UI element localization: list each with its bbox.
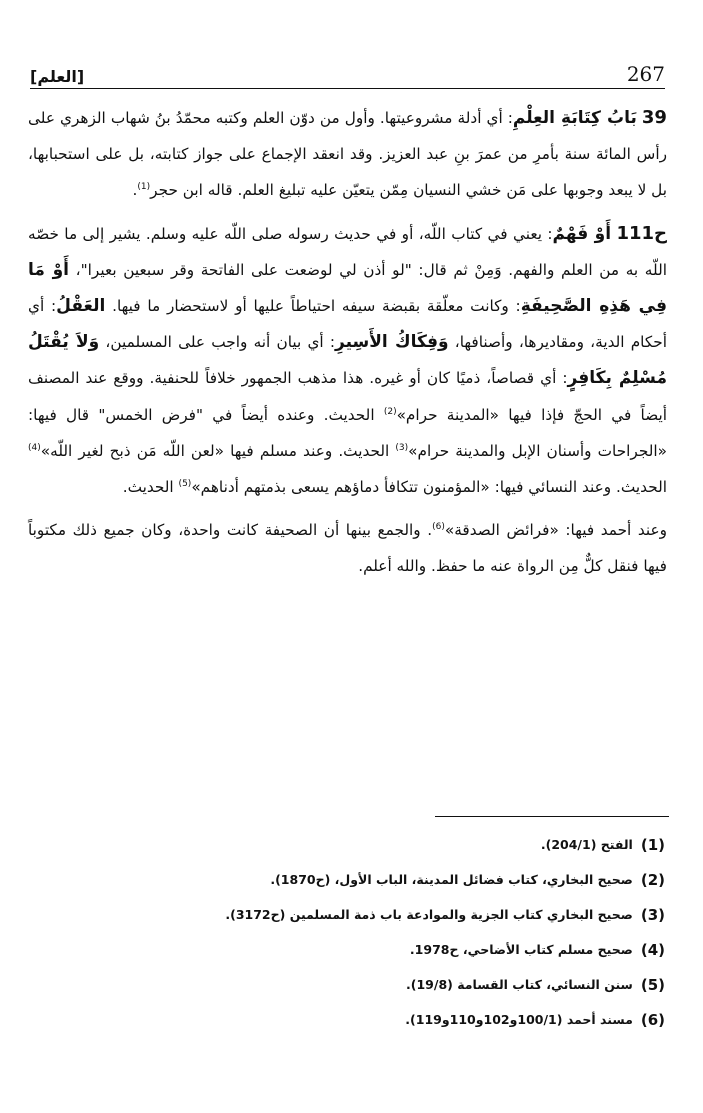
footnote-ref-3: (3) (395, 442, 409, 453)
keyword: أَوْ مَا فِي هَذِهِ الصَّحِيفَةِ (28, 259, 667, 317)
footnote-text: صحيح مسلم كتاب الأضاحي، ح1978. (409, 942, 633, 957)
commentary-text: : يعني في كتاب اللّه، أو في حديث رسوله صلى اللّه عليه وسلم. يشير إلى ما خصّه اللّه به من العلم والفهم. وَمِنْ ثم قال: "لو أذن لي لوضعت على الفاتحة وقر سبعين بعيرا"، (28, 224, 667, 279)
footnote-text: مسند أحمد (100/1و102و110و119). (405, 1012, 633, 1027)
keyword: العَقْلُ (56, 296, 106, 317)
commentary-text: وعند أحمد فيها: «فرائض الصدقة» (444, 521, 667, 540)
commentary-text: الحديث. وعند مسلم فيها «لعن اللّه مَن ذبح لغير اللّه» (40, 441, 396, 460)
footnote-rule (435, 816, 669, 817)
footnote-item (40, 897, 665, 932)
footnote-number: (4) (640, 940, 665, 959)
footnote-text: سنن النسائي، كتاب القسامة (19/8). (406, 977, 633, 992)
footnote-number: (3) (640, 905, 665, 924)
footnote-number: (6) (640, 1010, 665, 1029)
footnotes (40, 827, 665, 1037)
main-text (28, 100, 667, 592)
footnote-text: الفتح (204/1). (540, 837, 633, 852)
keyword: أَوْ فَهْمٌ (552, 223, 612, 244)
footnote-ref-2: (2) (383, 406, 397, 417)
footnote-text: صحيح البخاري، كتاب فضائل المدينة، الباب الأول، (ح1870). (270, 872, 633, 887)
commentary-text: الحديث. وعند النسائي فيها: «المؤمنون تتكافأ دماؤهم يسعى بذمتهم أدناهم» (191, 478, 667, 497)
section-heading: بَابُ كِتَابَةِ العِلْمِ (512, 108, 637, 128)
header-rule (30, 88, 665, 89)
footnote-ref-5: (5) (178, 478, 192, 489)
closing-paragraph (28, 512, 667, 584)
section-number: 39 (641, 107, 667, 128)
footnote-item (40, 862, 665, 897)
hadith-paragraph (28, 216, 667, 506)
footnote-number: (1) (640, 835, 665, 854)
footnote-number: (5) (640, 975, 665, 994)
footnote-item (40, 967, 665, 1002)
footnote-ref-4: (4) (28, 442, 41, 453)
commentary-text: الحديث. (122, 478, 179, 497)
footnote-item (40, 1002, 665, 1037)
footnote-item (40, 827, 665, 862)
commentary-text: : أي بيان أنه واجب على المسلمين، (99, 333, 336, 352)
keyword: وَلاَ يُقْتَلُ مُسْلِمٌ بِكَافِرٍ (28, 332, 668, 389)
section-paragraph: 39 بَابُ كِتَابَةِ العِلْمِ: أي أدلة مشروعيتها. وأول من دوّن العلم وكتبه محمّدُ بنُ شهاب الزهري على رأس المائة سنة بأمرِ من عمرَ بنِ عبد العزيز. وقد انعقد الإجماع على جواز كتابته، بل على استحبابها، بل لا يبعد وجوبها على مَن خشي النسيان مِمّن يتعيّن عليه تبليغ العلم. قاله ابن حجر$^{(1)}$. (28, 107, 667, 200)
page-number: 267 (626, 62, 665, 86)
footnote-number: (2) (640, 870, 665, 889)
commentary-text: الحديث. وعنده أيضاً في "فرض الخمس" قال فيها: «الجراحات وأسنان الإبل والمدينة حرام» (28, 405, 667, 460)
hadith-number: ح111 (616, 222, 668, 244)
commentary-text: : أي أحكام الدية، ومقاديرها، وأصنافها، (28, 297, 667, 352)
commentary-text: : أي قصاصاً، ذميًا كان أو غيره. هذا مذهب الجمهور خلافاً للحنفية. ووقع عند المصنف أيضاً في الحجّ فإذا فيها «المدينة حرام» (28, 369, 667, 424)
footnote-text: صحيح البخاري كتاب الجزية والموادعة باب ذمة المسلمين (ح3172). (225, 907, 633, 922)
section-text: : أي أدلة مشروعيتها. وأول من دوّن العلم وكتبه محمّدُ بنُ شهاب الزهري على رأس المائة سنة بأمرِ من عمرَ بنِ عبد العزيز. وقد انعقد الإجماع على جواز كتابته، بل على استحبابها، بل لا يبعد وجوبها على مَن خشي النسيان مِمّن يتعيّن عليه تبليغ العلم. قاله ابن حجر (28, 109, 667, 200)
footnote-item (40, 932, 665, 967)
commentary-text: . والجمع بينها أن الصحيفة كانت واحدة، وكان جميع ذلك مكتوباً فيها فنقل كلٌّ مِن الرواة عنه ما حفظ. والله أعلم. (28, 521, 667, 576)
commentary-text: : وكانت معلّقة بقبضة سيفه احتياطاً عليها أو لاستحضار ما فيها. (105, 297, 521, 316)
page-header (30, 52, 665, 86)
running-title: [العلم] (30, 67, 85, 86)
keyword: وَفِكَاكُ الأَسِيرِ (335, 332, 449, 353)
footnote-ref-6: (6) (432, 522, 445, 533)
footnote-ref-1: (1) (137, 182, 151, 193)
